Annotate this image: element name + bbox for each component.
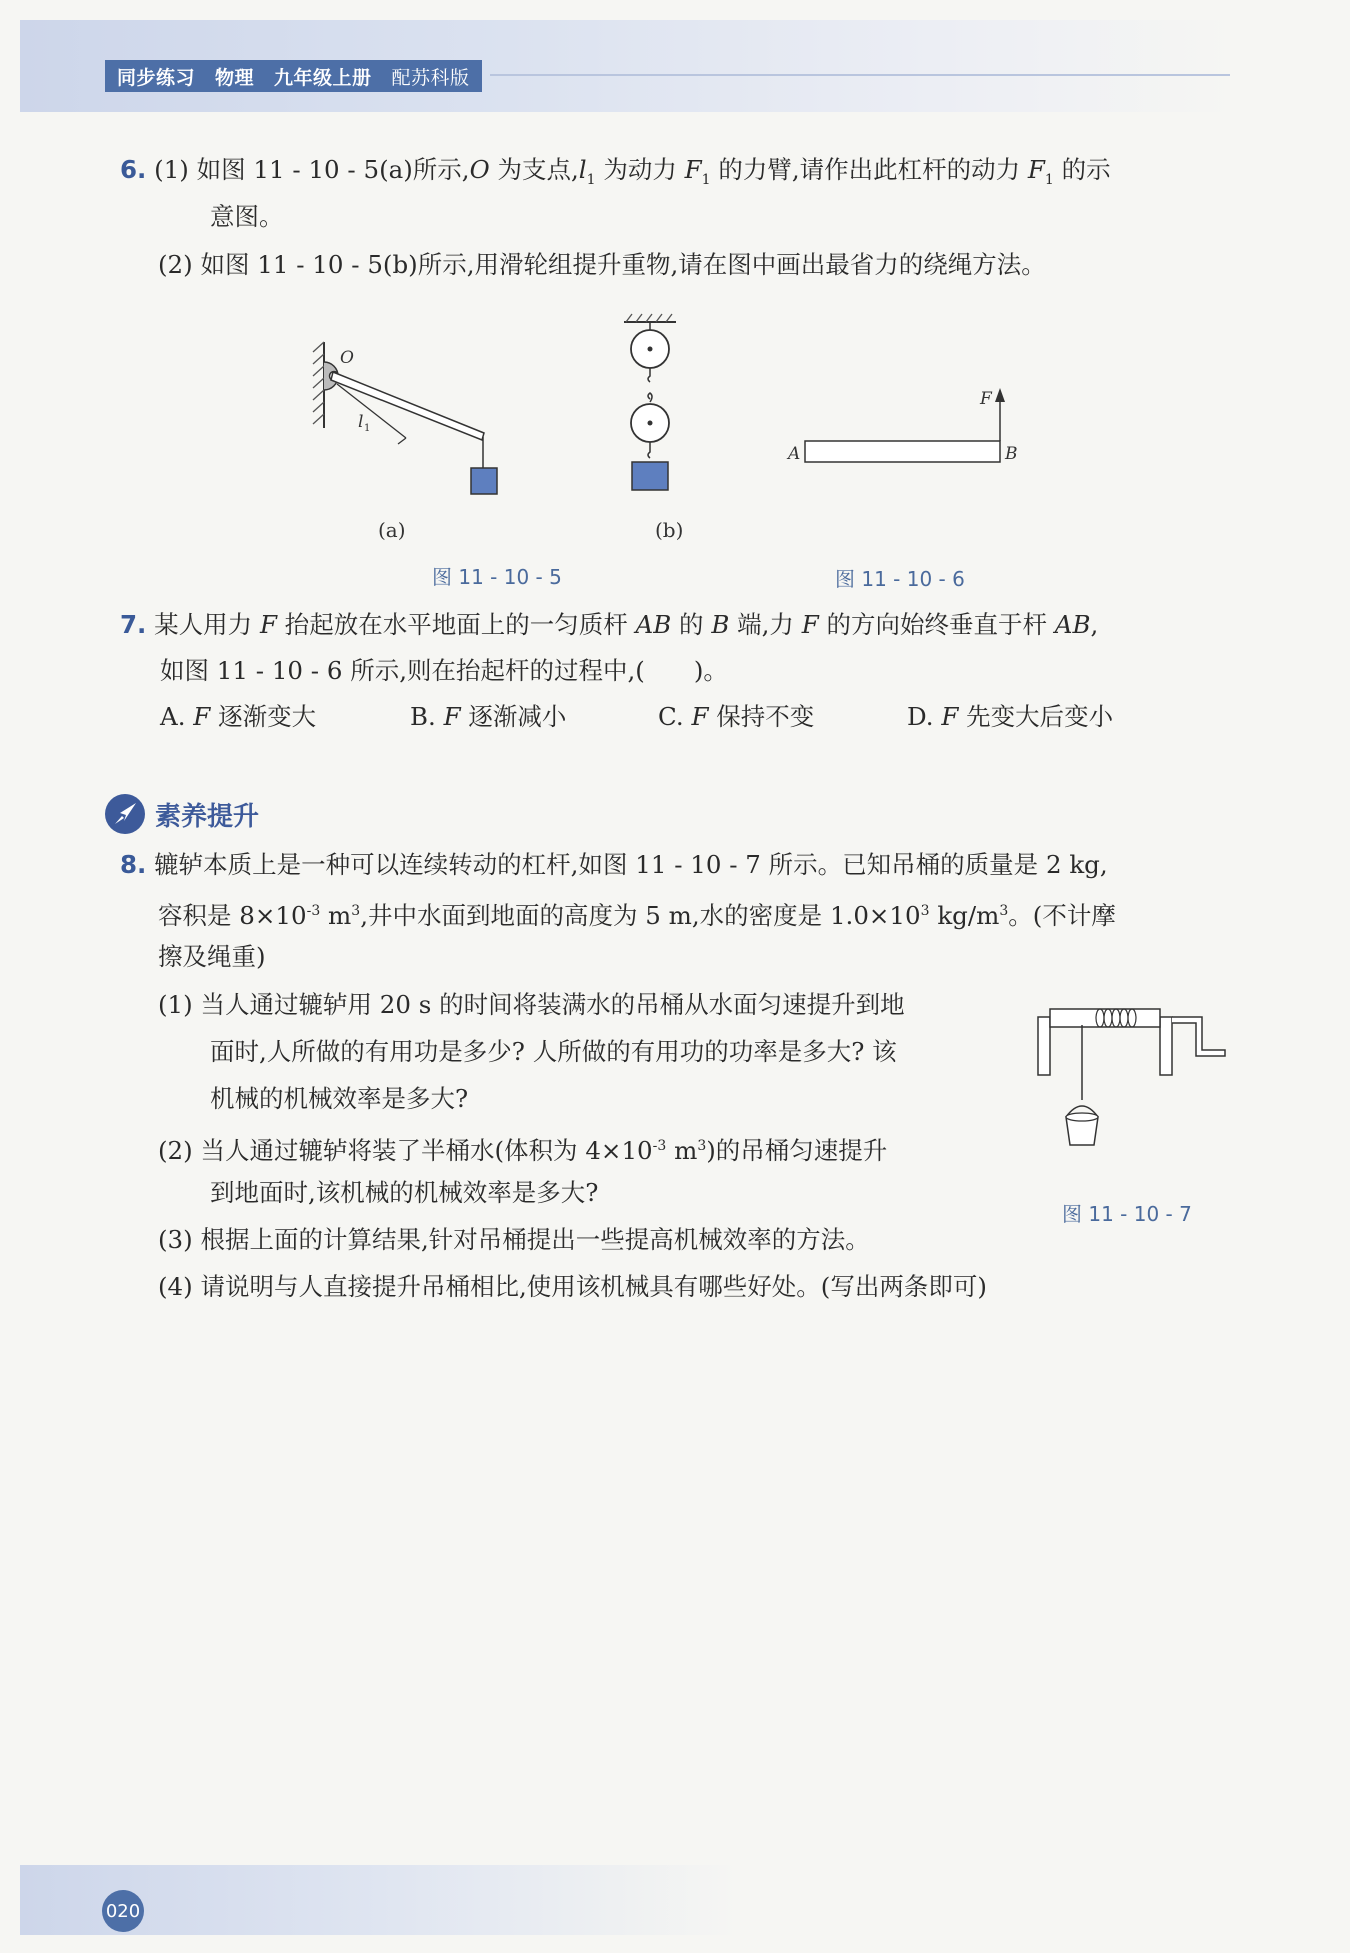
q7-line1: 7. 某人用力 F 抬起放在水平地面上的一匀质杆 AB 的 B 端,力 F 的方向始终垂直于杆 AB, xyxy=(120,610,1099,639)
ceiling-hatch xyxy=(626,314,672,322)
q6-line2: 意图。 xyxy=(210,202,284,231)
left-post xyxy=(1038,1017,1050,1075)
fig5-a-label: (a) xyxy=(378,518,406,542)
pulley-diagram xyxy=(610,312,690,507)
rod-ab xyxy=(805,441,1000,462)
rod-diagram xyxy=(780,380,1030,470)
movable-pulley-axle xyxy=(648,421,653,426)
subject-title: 物理 xyxy=(215,66,255,89)
rocket-icon xyxy=(105,794,145,834)
q8-part2-line1: (2) 当人通过辘轳将装了半桶水(体积为 $4\times 10^{-3}$ $m^3$)的吊桶匀速提升 xyxy=(158,1136,888,1166)
q8-part1-line1: (1) 当人通过辘轳用 20 s 的时间将装满水的吊桶从水面匀速提升到地 xyxy=(158,990,905,1019)
right-post xyxy=(1160,1017,1172,1075)
q6-part2: (2) 如图 11 - 10 - 5(b)所示,用滑轮组提升重物,请在图中画出最省力的绕绳方法。 xyxy=(158,250,1046,279)
fig6-caption: 图 11 - 10 - 6 xyxy=(835,567,965,591)
q8-part1-line2: 面时,人所做的有用功是多少? 人所做的有用功的功率是多大? 该 xyxy=(210,1037,897,1066)
section-title: 素养提升 xyxy=(155,801,260,832)
windlass-diagram xyxy=(1030,995,1235,1175)
force-f-arrow xyxy=(995,388,1005,402)
q6-line1: 6. (1) 如图 11 - 10 - 5(a)所示,O 为支点$,l_1$ 为动力 $F_1$ 的力臂,请作出此杠杆的动力 $F_1$ 的示 xyxy=(120,155,1111,188)
q8-part4: (4) 请说明与人直接提升吊桶相比,使用该机械具有哪些好处。(写出两条即可) xyxy=(158,1272,987,1301)
lever-diagram xyxy=(310,330,500,505)
q8-line1: 8. 辘轳本质上是一种可以连续转动的杠杆,如图 11 - 10 - 7 所示。已知吊桶的质量是 2 kg, xyxy=(120,850,1108,879)
q7-line2: 如图 11 - 10 - 6 所示,则在抬起杆的过程中,( )。 xyxy=(160,656,728,685)
label-l1-sub: 1 xyxy=(364,423,371,434)
q8-part2-line2: 到地面时,该机械的机械效率是多大? xyxy=(210,1178,599,1207)
q8-part3: (3) 根据上面的计算结果,针对吊桶提出一些提高机械效率的方法。 xyxy=(158,1225,870,1254)
label-l1: l xyxy=(358,412,364,432)
header-bar xyxy=(105,60,482,92)
bucket-rim xyxy=(1066,1113,1098,1121)
fig7-caption: 图 11 - 10 - 7 xyxy=(1062,1202,1192,1226)
page-number: 020 xyxy=(102,1890,144,1932)
label-f: F xyxy=(980,389,992,409)
q7-option-a: A. F 逐渐变大 xyxy=(160,702,317,731)
fixed-pulley-axle xyxy=(648,347,653,352)
label-a: A xyxy=(788,444,801,464)
fig5-caption: 图 11 - 10 - 5 xyxy=(432,565,562,589)
q8-line3: 擦及绳重) xyxy=(158,942,266,971)
edition-title: 配苏科版 xyxy=(391,66,470,89)
q7-option-c: C. F 保持不变 xyxy=(658,702,815,731)
weight-hook xyxy=(648,442,650,458)
q8-part1-line3: 机械的机械效率是多大? xyxy=(210,1084,469,1113)
fixed-pulley-hook xyxy=(648,368,650,382)
header-divider xyxy=(490,74,1230,76)
pulley-weight-block xyxy=(632,462,668,490)
grade-title: 九年级上册 xyxy=(274,66,372,89)
weight-block xyxy=(471,468,497,494)
fig5-b-label: (b) xyxy=(655,518,684,542)
q7-option-b: B. F 逐渐减小 xyxy=(410,702,567,731)
movable-pulley-hook xyxy=(648,393,652,402)
crank-handle xyxy=(1172,1017,1225,1056)
q7-option-d: D. F 先变大后变小 xyxy=(907,702,1114,731)
wall-hatch xyxy=(313,342,324,424)
q8-line2: 容积是 $8\times 10^{-3}$ $m^3$,井中水面到地面的高度为 5 m,水的密度是 $1.0\times 10^3$ $kg/m^3$。(不计摩 xyxy=(158,901,1116,931)
arm-l1-perp xyxy=(398,438,406,444)
section-heading xyxy=(105,794,259,834)
series-title: 同步练习 xyxy=(117,66,196,89)
lever-rod xyxy=(331,372,484,440)
label-o: O xyxy=(340,348,354,368)
label-b: B xyxy=(1005,444,1018,464)
